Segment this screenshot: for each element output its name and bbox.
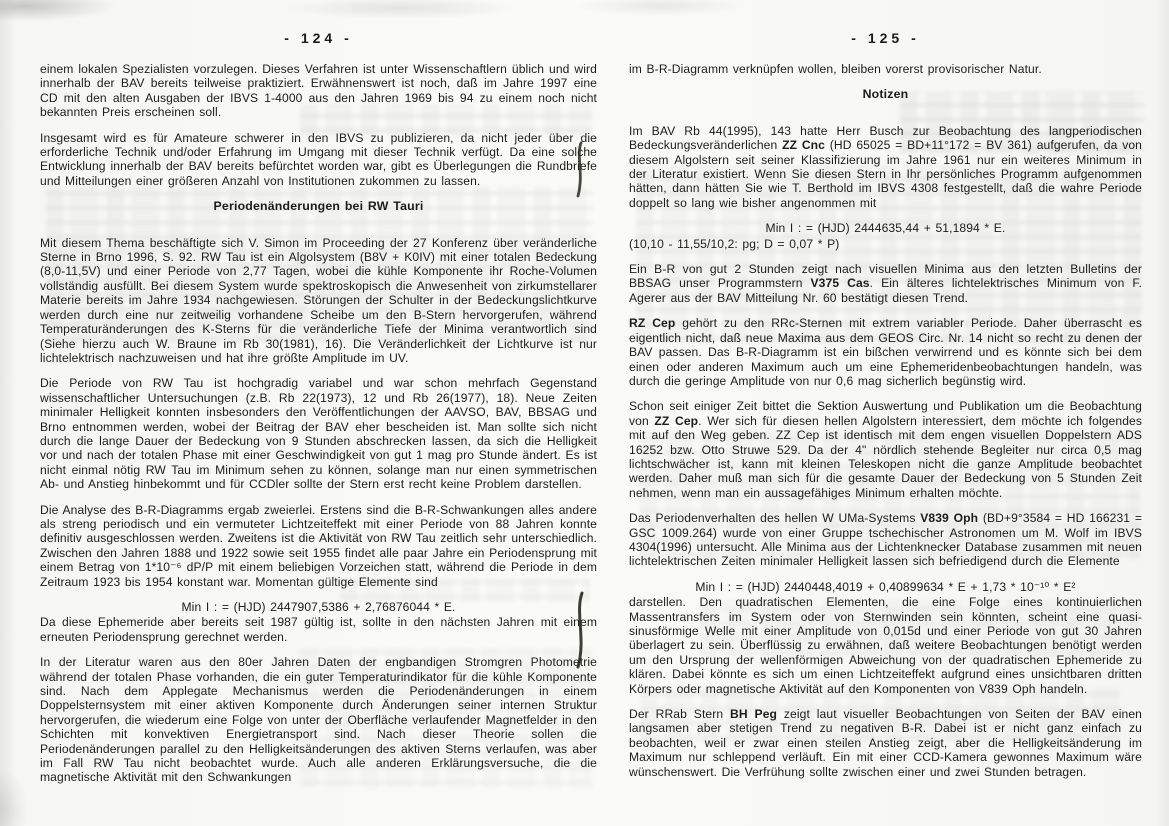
paragraph: Insgesamt wird es für Amateure schwerer in den IBVS zu publizieren, da nicht jeder über die erforderliche Technik und/oder Erfahrung im Umgang mit dieser Technik verfügt. Da eine solche Entwicklung innerhalb der BAV bereits befürchtet worden war, gibt es Überlegungen die Rundbriefe und Mitteilungen einer größeren Anzahl von Institutionen zukommen zu lassen. — [40, 130, 597, 188]
paragraph: (10,10 - 11,55/10,2: pg; D = 0,07 * P) — [629, 236, 840, 251]
paragraph: Da diese Ephemeride aber bereits seit 1987 gültig ist, sollte in den nächsten Jahren mit einem erneuten Periodensprung gerechnet werden. — [40, 615, 597, 644]
paragraph: Der RRab Stern BH Peg zeigt laut visueller Beobachtungen von Seiten der BAV einen langsamen aber stetigen Trend zu negativen B-R. Dabei ist er nicht ganz einfach zu beobachten, weil er zwar einen steilen Anstieg zeigt, aber die Helligkeitsänderung im Maximum nur schleppend verläuft. Ein mit einer CCD-Kamera gewonnes Maximum wäre wünschenswert. Die Verfrühung sollte zwischen einer und zwei Stunden betragen. — [629, 707, 1142, 779]
paragraph: Die Analyse des B-R-Diagramms ergab zweierlei. Erstens sind die B-R-Schwankungen alles andere als streng periodisch und ein vermuteter Lichtzeiteffekt mit einer Periode von 88 Jahren konnte definitiv ausgeschlossen werden. Zweitens ist die Aktivität von RW Tau zeitlich sehr unterschiedlich. Zwischen den Jahren 1888 und 1922 sowie seit 1955 findet alle paar Jahre ein Periodensprung mit einem Betrag von 1*10⁻⁶ dP/P mit einem beliebigen Vorzeichen statt, während die Periode in dem Zeitraum 1923 bis 1954 konstant war. Momentan gültige Elemente sind — [40, 502, 597, 589]
page-125-content — [629, 62, 1142, 779]
paragraph: Das Periodenverhalten des hellen W UMa-Systems V839 Oph (BD+9°3584 = HD 166231 = GSC 1009.264) wurde von einer Gruppe tschechischer Astronomen um M. Wolf im IBVS 4304(1996) untersucht. Alle Minima aus der Lichtenknecker Database zusammen mit neuen lichtelektrischen Zeiten minimaler Helligkeit lassen sich befriedigend durch die Elemente — [629, 511, 1143, 569]
formula-line: Min I : = (HJD) 2447907,5386 + 2,76876044 * E. — [181, 600, 456, 614]
page-124 — [40, 0, 597, 826]
section-heading: Notizen — [862, 87, 909, 102]
formula-line: Min I : = (HJD) 2440448,4019 + 0,40899634 * E + 1,73 * 10⁻¹⁰ * E² — [695, 579, 1076, 594]
page-124-content — [40, 62, 597, 785]
paragraph: Ein B-R von gut 2 Stunden zeigt nach visuellen Minima aus den letzten Bulletins der BBSAG unser Programmstern V375 Cas. Ein älteres lichtelektrisches Minimum von F. Agerer aus der BAV Mitteilung Nr. 60 bestätigt diesen Trend. — [629, 262, 1142, 305]
paragraph: Die Periode von RW Tau ist hochgradig variabel und war schon mehrfach Gegenstand wissenschaftlicher Untersuchungen (z.B. Rb 22(1973), 12 und Rb 26(1977), 18). Neue Zeiten minimaler Helligkeit konnten insbesonders den Veröffentlichungen der AAVSO, BAV, BBSAG und Brno entnommen werden, wobei der Beitrag der BAV eher bescheiden ist. Man sollte sich nicht durch die lange Dauer der Bedeckung von 9 Stunden abschrecken lassen, da sich die Helligkeit vor und nach der totalen Phase mit einer Geschwindigkeit von gut 1 mag pro Stunde ändert. Es ist nicht einmal nötig RW Tau im Minimum sehen zu können, solange man nur einen symmetrischen Ab- und Anstieg hinbekommt und für CCDler sollte der Stern erst recht keine Problem darstellen. — [40, 376, 597, 492]
page-125 — [629, 0, 1142, 826]
section-heading: Periodenänderungen bei RW Tauri — [213, 199, 424, 214]
paragraph: Mit diesem Thema beschäftigte sich V. Simon im Proceeding der 27 Konferenz über veränderliche Sterne in Brno 1996, S. 92. RW Tau ist ein Algolsystem (B8V + K0IV) mit einer totalen Bedeckung (8,0-11,5V) und einer Periode von 2,77 Tagen, wobei die kühle Komponente ihr Roche-Volumen vollständig ausfüllt. Bei diesem System wurde spektroskopisch die Anwesenheit von zirkumstellarer Materie bereits im Jahre 1934 nachgewiesen. Störungen der Schulter in der Bedeckungslichtkurve werden durch eine nur zeitweilig vorhandene Scheibe um den B-Stern hervorgerufen, während Temperaturänderungen des K-Sterns für die veränderliche Tiefe der Minima verantwortlich sind (Siehe hierzu auch W. Braune im Rb 30(1981), 16). Die Veränderlichkeit der Lichtkurve ist nur lichtelektrisch nachzuweisen und hat ihre größte Amplitude im UV. — [40, 235, 597, 365]
formula-line: Min I : = (HJD) 2444635,44 + 51,1894 * E. — [765, 221, 1006, 236]
page-number: - 125 - — [851, 30, 920, 46]
paragraph: In der Literatur waren aus den 80er Jahren Daten der engbandigen Stromgren Photometrie während der totalen Phase vorhanden, die ein guter Temperaturindikator für die kühle Komponente sind. Nach dem Applegate Mechanismus werden die Periodenänderungen in einem Doppelsternsystem mit einer aktiven Komponente durch Änderungen seiner internen Struktur hervorgerufen, die wiederum eine Folge von unter der Oberfläche verlaufender Magnetfelder in den Schichten mit konvektiven Energietransport sind. Nach dieser Theorie sollen die Periodenänderungen parallel zu den Helligkeitsänderungen des aktiven Sterns verlaufen, was aber im Fall RW Tau nicht beobachtet wurde. Auch alle anderen Erklärungsversuche, die die magnetische Aktivität mit den Schwankungen — [40, 655, 597, 785]
paragraph: darstellen. Den quadratischen Elementen, die eine Folge eines kontinuierlichen Massentransfers im System oder von Sternwinden sein könnten, scheint eine quasi-sinusförmige Welle mit einer Amplitude von 0,015d und einer Periode von gut 30 Jahren überlagert zu sein. Überflüssig zu erwähnen, daß weitere Beobachtungen benötigt werden um den Ursprung der wellenförmigen Abweichung von der quadratischen Ephemeride zu klären. Dabei könnte es sich um einen Lichtzeiteffekt aufgrund eines unsichtbaren dritten Körpers oder magnetische Aktivität auf den Komponenten von V839 Oph handeln. — [629, 595, 1142, 696]
page-number: - 124 - — [284, 30, 353, 46]
paragraph: im B-R-Diagramm verknüpfen wollen, bleiben vorerst provisorischer Natur. — [629, 62, 1042, 76]
paragraph: Im BAV Rb 44(1995), 143 hatte Herr Busch zur Beobachtung des langperiodischen Bedeckungsveränderlichen ZZ Cnc (HD 65025 = BD+11°172 = BV 361) aufgerufen, da von diesem Algolstern seit seiner Klassifizierung im Jahre 1961 nur ein weiteres Minimum in der Literatur existiert. Wenn Sie diesen Stern in Ihr persönliches Programm aufgenommen hätten, dann hätten Sie wie T. Berthold im IBVS 4308 festgestellt, daß die wahre Periode doppelt so lang wie bisher angenommen mit — [629, 123, 1143, 210]
paragraph: Schon seit einiger Zeit bittet die Sektion Auswertung und Publikation um die Beobachtung von ZZ Cep. Wer sich für diesen hellen Algolstern interessiert, dem möchte ich folgendes mit auf den Weg geben. ZZ Cep ist identisch mit dem engen visuellen Doppelstern ADS 16252 bzw. Otto Struwe 529. Da der 4" nördlich stehende Begleiter nur circa 0,5 mag lichtschwächer ist, kann mit kleinen Teleskopen nicht die ganze Amplitude beobachtet werden. Daher muß man sich für die gesamte Dauer der Bedeckung von 5 Stunden Zeit nehmen, wenn man ein aussagefähiges Minimum erhalten möchte. — [629, 399, 1143, 500]
paragraph: einem lokalen Spezialisten vorzulegen. Dieses Verfahren ist unter Wissenschaftlern üblich und wird innerhalb der BAV bereits teilweise praktiziert. Erwähnenswert ist noch, daß im Jahre 1997 eine CD mit den alten Ausgaben der IBVS 1-4000 aus den Jahren 1969 bis 94 zu einem noch nicht bekannten Preis erscheinen soll. — [40, 62, 597, 120]
paragraph: RZ Cep gehört zu den RRc-Sternen mit extrem variabler Periode. Daher überrascht es eigentlich nicht, daß neue Maxima aus dem GEOS Circ. Nr. 14 nicht so recht zu denen der BAV passen. Das B-R-Diagramm ist ein bißchen verwirrend und es könnte sich bei dem einen oder anderen Maximum auch um eine Ephemeridenbeobachtungen handeln, was durch die geringe Amplitude von nur 0,6 mag sicherlich begünstig wird. — [629, 316, 1143, 388]
